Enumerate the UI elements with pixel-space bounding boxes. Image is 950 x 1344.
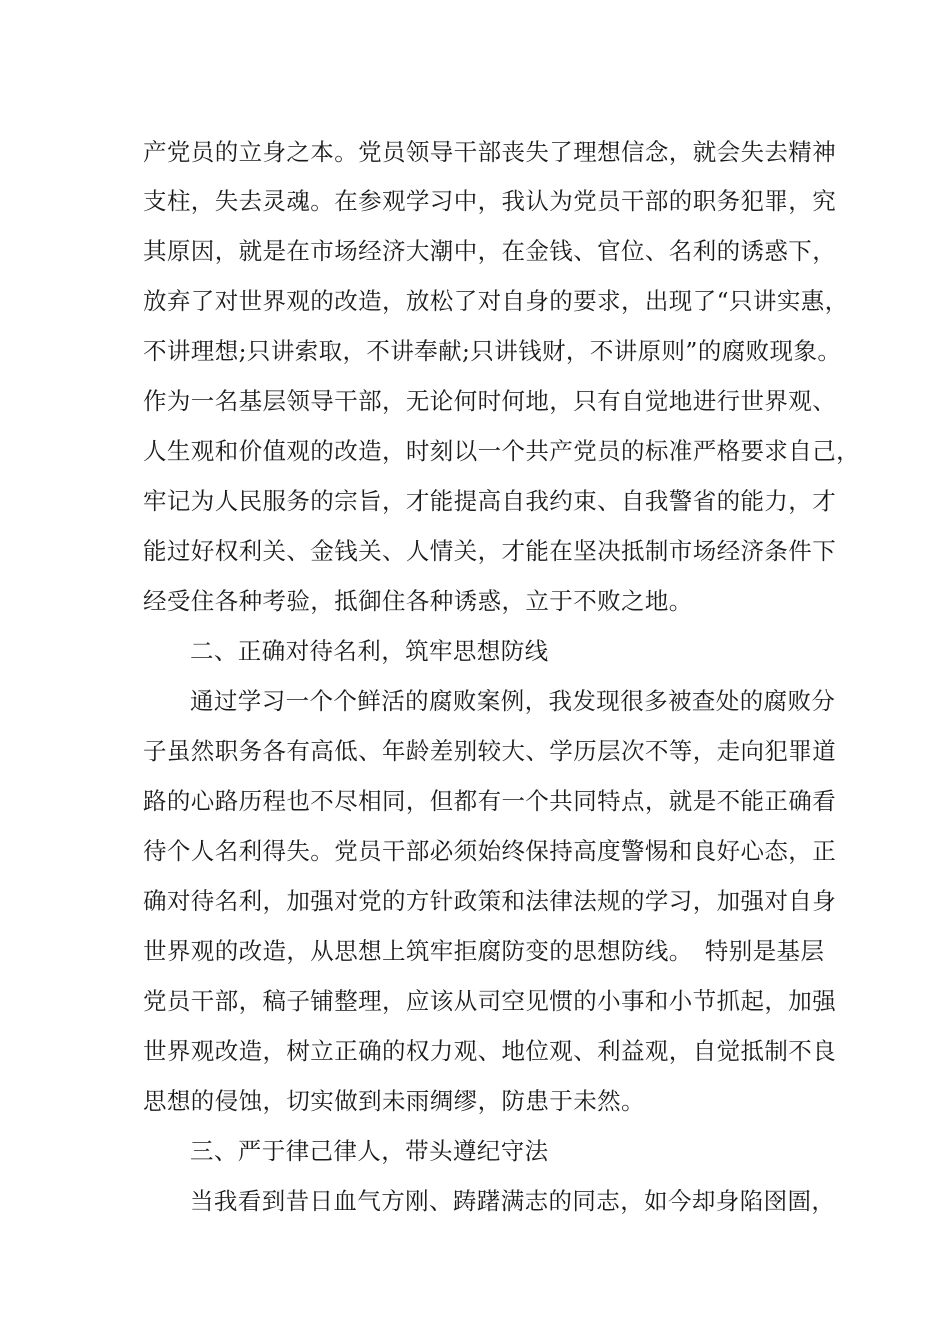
- paragraph-line: 党员干部，稿子铺整理，应该从司空见惯的小事和小节抓起，加强: [143, 987, 837, 1015]
- paragraph-line: 世界观的改造，从思想上筑牢拒腐防变的思想防线。 特别是基层: [143, 937, 825, 965]
- paragraph-line: 产党员的立身之本。党员领导干部丧失了理想信念，就会失去精神: [143, 138, 837, 166]
- paragraph-line: 当我看到昔日血气方刚、踌躇满志的同志，如今却身陷囹圄，: [190, 1187, 836, 1215]
- paragraph-line: 人生观和价值观的改造，时刻以一个共产党员的标准严格要求自己，: [143, 437, 860, 465]
- paragraph-line: 放弃了对世界观的改造，放松了对自身的要求，出现了“只讲实惠，: [143, 287, 849, 315]
- paragraph-line: 子虽然职务各有高低、年龄差别较大、学历层次不等，走向犯罪道: [143, 737, 837, 765]
- section-heading: 三、严于律己律人，带头遵纪守法: [190, 1137, 549, 1165]
- paragraph-line: 确对待名利，加强对党的方针政策和法律法规的学习，加强对自身: [143, 887, 837, 915]
- paragraph-line: 待个人名利得失。党员干部必须始终保持高度警惕和良好心态，正: [143, 837, 837, 865]
- paragraph-line: 世界观改造，树立正确的权力观、地位观、利益观，自觉抵制不良: [143, 1037, 837, 1065]
- paragraph-line: 支柱，失去灵魂。在参观学习中，我认为党员干部的职务犯罪，究: [143, 187, 837, 215]
- paragraph-line: 通过学习一个个鲜活的腐败案例，我发现很多被查处的腐败分: [190, 687, 836, 715]
- paragraph-line: 能过好权利关、金钱关、人情关，才能在坚决抵制市场经济条件下: [143, 537, 837, 565]
- paragraph-line: 经受住各种考验，抵御住各种诱惑，立于不败之地。: [143, 587, 693, 615]
- paragraph-line: 思想的侵蚀，切实做到未雨绸缪，防患于未然。: [143, 1087, 645, 1115]
- paragraph-line: 作为一名基层领导干部，无论何时何地，只有自觉地进行世界观、: [143, 387, 837, 415]
- paragraph-line: 其原因，就是在市场经济大潮中，在金钱、官位、名利的诱惑下，: [143, 237, 837, 265]
- section-heading: 二、正确对待名利，筑牢思想防线: [190, 637, 549, 665]
- paragraph-line: 牢记为人民服务的宗旨，才能提高自我约束、自我警省的能力，才: [143, 487, 837, 515]
- paragraph-line: 路的心路历程也不尽相同，但都有一个共同特点，就是不能正确看: [143, 787, 837, 815]
- paragraph-line: 不讲理想;只讲索取，不讲奉献;只讲钱财，不讲原则”的腐败现象。: [143, 337, 842, 365]
